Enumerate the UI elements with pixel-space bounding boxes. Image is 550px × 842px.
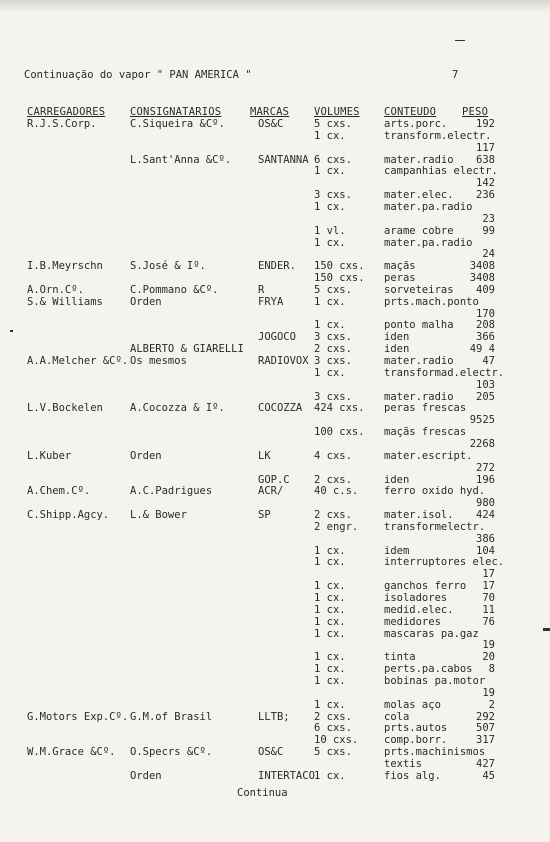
volume-cell: 150 cxs. [314, 260, 365, 273]
consignee-cell: Orden [130, 769, 162, 782]
header-conteudo: CONTEUDO [384, 106, 437, 118]
shipper-cell: A.A.Melcher &Cº. [27, 355, 129, 367]
volume-cell: 3 cxs. [314, 189, 352, 202]
volume-cell: 1 cx. [314, 615, 346, 628]
consignee-cell: G.M.of Brasil [130, 710, 213, 723]
weight-cell: 19 [482, 639, 495, 652]
content-cell: transformelectr. [384, 520, 486, 533]
weight-cell: 386 [476, 532, 495, 545]
weight-cell: 19 [482, 686, 495, 699]
volume-cell: 1 cx. [314, 165, 346, 178]
content-cell: textis [384, 757, 422, 770]
weight-cell: 196 [476, 473, 495, 486]
shipper-cell: A.Chem.Cº. [27, 485, 91, 498]
volume-cell: 2 cxs. [314, 473, 352, 486]
consignee-cell: O.Specrs &Cº. [130, 746, 213, 759]
content-cell: mater.isol. [384, 509, 454, 522]
content-cell: mater.elec. [384, 189, 454, 202]
weight-cell: 11 [482, 603, 495, 616]
shipper-cell: G.Motors Exp.Cº. [27, 710, 129, 723]
content-cell: transform.electr. [384, 129, 492, 142]
volume-cell: 3 cxs. [314, 390, 352, 403]
volume-cell: 1 vl. [314, 224, 346, 237]
content-cell: transformad.electr. [384, 366, 505, 379]
header-volumes: VOLUMES [314, 106, 360, 118]
volume-cell: 5 cxs. [314, 746, 352, 759]
mark-cell: ENDER. [258, 260, 296, 273]
mark-cell: OS&C [258, 746, 284, 759]
weight-cell: 192 [476, 118, 495, 130]
mark-cell: GOP.C [258, 473, 290, 486]
weight-cell: 2268 [469, 437, 495, 450]
content-cell: arame cobre [384, 224, 454, 237]
weight-cell: 49 4 [469, 343, 495, 356]
content-cell: cola [384, 710, 410, 723]
volume-cell: 2 cxs. [314, 343, 352, 356]
volume-cell: 6 cxs. [314, 722, 352, 735]
mark-cell: FRYA [258, 295, 284, 308]
weight-cell: 76 [482, 615, 495, 628]
mark-cell: ACR/ [258, 485, 284, 498]
volume-cell: 1 cx. [314, 544, 346, 557]
content-cell: mater.radio [384, 355, 454, 367]
consignee-cell: L.Sant'Anna &Cº. [130, 153, 232, 166]
scan-dash [455, 40, 465, 41]
mark-cell: OS&C [258, 118, 284, 130]
weight-cell: 8 [488, 663, 495, 676]
shipper-cell: L.Kuber [27, 449, 72, 462]
content-cell: prts.machinismos [384, 746, 486, 759]
weight-cell: 142 [476, 177, 495, 190]
weight-cell: 208 [476, 319, 495, 332]
weight-cell: 424 [476, 509, 495, 522]
volume-cell: 1 cx. [314, 319, 346, 332]
volume-cell: 5 cxs. [314, 118, 352, 130]
weight-cell: 117 [476, 141, 495, 154]
weight-cell: 47 [482, 355, 495, 367]
weight-cell: 366 [476, 331, 495, 344]
content-cell: mater.escript. [384, 449, 473, 462]
weight-cell: 104 [476, 544, 495, 557]
mark-cell: LLTB; [258, 710, 290, 723]
volume-cell: 3 cxs. [314, 355, 352, 367]
shipper-cell: I.B.Meyrschn [27, 260, 103, 273]
weight-cell: 272 [476, 461, 495, 474]
consignee-cell: Orden [130, 295, 162, 308]
volume-cell: 1 cx. [314, 674, 346, 687]
weight-cell: 99 [482, 224, 495, 237]
content-cell: comp.borr. [384, 734, 448, 747]
header-marcas: MARCAS [250, 106, 290, 118]
content-cell: prts.mach.ponto [384, 295, 479, 308]
content-cell: mater.radio [384, 153, 454, 166]
scan-dot [10, 330, 13, 332]
content-cell: prts.autos [384, 722, 448, 735]
volume-cell: 6 cxs. [314, 153, 352, 166]
volume-cell: 1 cx. [314, 366, 346, 379]
consignee-cell: S.José & Iº. [130, 260, 206, 273]
volume-cell: 150 cxs. [314, 272, 365, 285]
content-cell: peras [384, 272, 416, 285]
volume-cell: 1 cx. [314, 592, 346, 604]
volume-cell: 2 cxs. [314, 509, 352, 522]
content-cell: maçãs [384, 260, 416, 273]
volume-cell: 4 cxs. [314, 449, 352, 462]
weight-cell: 2 [488, 698, 495, 711]
content-cell: ponto malha [384, 319, 454, 332]
content-cell: idem [384, 544, 410, 557]
weight-cell: 317 [476, 734, 495, 747]
content-cell: arts.porc. [384, 118, 448, 130]
weight-cell: 70 [482, 592, 495, 604]
weight-cell: 427 [476, 757, 495, 770]
mark-cell: SANTANNA [258, 153, 309, 166]
mark-cell: SP [258, 509, 271, 522]
volume-cell: 1 cx. [314, 627, 346, 640]
weight-cell: 236 [476, 189, 495, 202]
scan-margin-mark [543, 628, 550, 631]
content-cell: mater.pa.radio [384, 236, 473, 249]
volume-cell: 40 c.s. [314, 485, 359, 498]
content-cell: iden [384, 343, 410, 356]
volume-cell: 1 cx. [314, 236, 346, 249]
content-cell: ganchos ferro [384, 580, 467, 593]
page-number: 7 [452, 69, 459, 81]
header-peso: PESO [462, 106, 489, 118]
weight-cell: 638 [476, 153, 495, 166]
content-cell: maçãs frescas [384, 426, 467, 439]
content-cell: bobinas pa.motor [384, 674, 486, 687]
mark-cell: COCOZZA [258, 402, 303, 415]
consignee-cell: ALBERTO & GIARELLI [130, 343, 244, 356]
mark-cell: R [258, 283, 265, 296]
volume-cell: 2 engr. [314, 520, 359, 533]
weight-cell: 3408 [469, 260, 495, 273]
content-cell: sorveteiras [384, 283, 454, 296]
content-cell: medid.elec. [384, 603, 454, 616]
content-cell: perts.pa.cabos [384, 663, 473, 676]
volume-cell: 424 cxs. [314, 402, 365, 415]
consignee-cell: C.Pommano &Cº. [130, 283, 219, 296]
weight-cell: 24 [482, 248, 495, 261]
content-cell: molas aço [384, 698, 441, 711]
mark-cell: JOGOCO [258, 331, 296, 344]
consignee-cell: A.Cocozza & Iº. [130, 402, 225, 415]
weight-cell: 103 [476, 378, 495, 391]
content-cell: ferro oxido hyd. [384, 485, 486, 498]
consignee-cell: A.C.Padrigues [130, 485, 213, 498]
volume-cell: 1 cx. [314, 129, 346, 142]
header-carregadores: CARREGADORES [27, 106, 106, 118]
consignee-cell: Os mesmos [130, 355, 187, 367]
mark-cell: LK [258, 449, 271, 462]
weight-cell: 45 [482, 769, 495, 782]
weight-cell: 23 [482, 212, 495, 225]
volume-cell: 2 cxs. [314, 710, 352, 723]
weight-cell: 980 [476, 497, 495, 510]
content-cell: iden [384, 473, 410, 486]
mark-cell: INTERTACO [258, 769, 315, 782]
volume-cell: 1 cx. [314, 556, 346, 569]
weight-cell: 409 [476, 283, 495, 296]
weight-cell: 20 [482, 651, 495, 664]
header-consignatarios: CONSIGNATARIOS [130, 106, 222, 118]
volume-cell: 1 cx. [314, 295, 346, 308]
volume-cell: 1 cx. [314, 769, 346, 782]
weight-cell: 205 [476, 390, 495, 403]
shipper-cell: L.V.Bockelen [27, 402, 103, 415]
content-cell: campanhias electr. [384, 165, 498, 178]
volume-cell: 10 cxs. [314, 734, 359, 747]
shipper-cell: W.M.Grace &Cº. [27, 746, 116, 759]
content-cell: tinta [384, 651, 416, 664]
volume-cell: 1 cx. [314, 698, 346, 711]
content-cell: isoladores [384, 592, 448, 604]
consignee-cell: L.& Bower [130, 509, 187, 522]
weight-cell: 507 [476, 722, 495, 735]
consignee-cell: C.Siqueira &Cº. [130, 118, 225, 130]
content-cell: mater.pa.radio [384, 200, 473, 213]
volume-cell: 5 cxs. [314, 283, 352, 296]
weight-cell: 17 [482, 580, 495, 593]
volume-cell: 1 cx. [314, 651, 346, 664]
content-cell: peras frescas [384, 402, 467, 415]
scan-top-edge [0, 0, 550, 12]
content-cell: mater.radio [384, 390, 454, 403]
shipper-cell: C.Shipp.Agcy. [27, 509, 110, 522]
content-cell: medidores [384, 615, 441, 628]
content-cell: mascaras pa.gaz [384, 627, 479, 640]
page-title: Continuação do vapor " PAN AMERICA " [24, 69, 252, 81]
weight-cell: 292 [476, 710, 495, 723]
volume-cell: 1 cx. [314, 663, 346, 676]
shipper-cell: S.& Williams [27, 295, 103, 308]
volume-cell: 100 cxs. [314, 426, 365, 439]
weight-cell: 17 [482, 568, 495, 581]
consignee-cell: Orden [130, 449, 162, 462]
footer-continua: Continua [237, 787, 288, 799]
shipper-cell: A.Orn.Cº. [27, 283, 84, 296]
volume-cell: 1 cx. [314, 200, 346, 213]
volume-cell: 3 cxs. [314, 331, 352, 344]
content-cell: iden [384, 331, 410, 344]
content-cell: interruptores elec. [384, 556, 505, 569]
content-cell: fios alg. [384, 769, 441, 782]
shipper-cell: R.J.S.Corp. [27, 118, 97, 130]
mark-cell: RADIOVOX [258, 355, 309, 367]
weight-cell: 170 [476, 307, 495, 320]
volume-cell: 1 cx. [314, 603, 346, 616]
volume-cell: 1 cx. [314, 580, 346, 593]
weight-cell: 3408 [469, 272, 495, 285]
weight-cell: 9525 [469, 414, 495, 427]
